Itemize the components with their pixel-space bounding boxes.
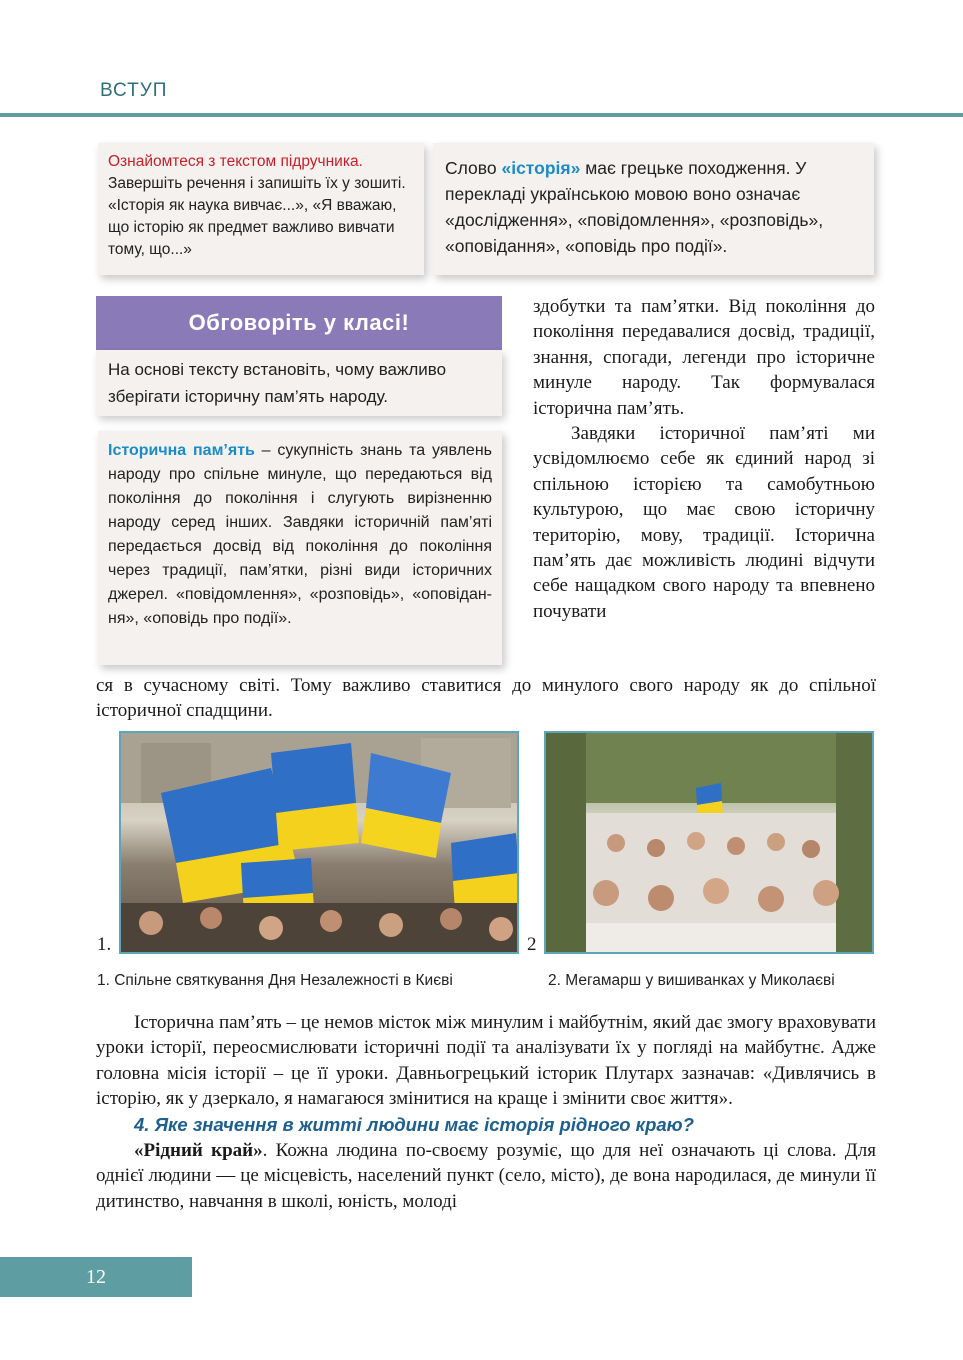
body-paragraph-3 — [96, 1138, 876, 1214]
photo-number-1: 1. — [97, 934, 112, 955]
definition-text: – сукупність знань та уявлень народу про спільне минуле, що передаються від покоління до покоління і слугують вирізненню народу серед інших. Завдяки історичній пам’яті передається досвід від покоління до покоління через традиції, пам’ятки, різні види історичних джерел. «повідомлення», «розповідь», «оповідання», «оповідь про події». — [108, 442, 492, 627]
section-label: ВСТУП — [100, 80, 168, 101]
header-rule — [0, 113, 963, 117]
continuation-paragraph: ся в сучасному світі. Тому важливо ставитися до минулого свого народу як до спільної історичної спадщини. — [96, 675, 876, 722]
native-land-term: «Рідний край» — [134, 1140, 263, 1162]
discuss-heading: Обговоріть у класі! — [96, 296, 502, 350]
discuss-text: На основі тексту встановіть, чому важливо зберігати історичну пам’ять народу. — [96, 350, 502, 416]
word-suffix: має грецьке походження. У перекладі українською мовою воно означає «дослідження», «повідомлення», «розповідь», «оповідання», «оповідь про події». — [445, 158, 824, 256]
task-card — [98, 143, 424, 275]
right-column-text — [533, 294, 875, 624]
word-prefix: Слово — [445, 158, 502, 178]
continuation-text — [96, 673, 876, 724]
right-paragraph-1: здобутки та пам’ятки. Від покоління до покоління передавалися досвід, традиції, знання, спогади, легенди про історичне минуле народу. Так формувалася історична пам’ять. — [533, 296, 875, 419]
page-number: 12 — [0, 1257, 192, 1297]
body-text — [96, 1010, 876, 1214]
question-heading: 4. Яке значення в житті людини має історія рідного краю? — [134, 1113, 694, 1135]
body-paragraph-1: Історична пам’ять – це немов місток між минулим і майбутнім, який дає змогу враховувати уроки історії, переосмислювати історичні події та аналізувати їх у погляді на майбутнє. Адже головна місія історії – це її уроки. Давньогрецький історик Плутарх зазначав: «Дивлячись в історію, як у дзеркало, я намагаюся змінитися на краще і змінити своє життя». — [96, 1012, 876, 1110]
photo-caption-2: 2. Мегамарш у вишиванках у Миколаєві — [548, 972, 835, 989]
definition-card — [98, 431, 502, 665]
photo-vyshyvanka-march — [544, 731, 874, 954]
photo-independence-day — [119, 731, 519, 954]
word-highlight: «історія» — [501, 158, 581, 178]
task-lead: Ознайомтеся з текстом підручника. — [108, 153, 363, 170]
photo-number-2: 2 — [527, 934, 537, 955]
word-origin-card — [433, 143, 874, 275]
photo-caption-1: 1. Спільне святкування Дня Незалежності в Києві — [97, 972, 453, 989]
task-body: Завершіть речення і запишіть їх у зошиті. «Історія як наука вивчає...», «Я вважаю, що історію як предмет важливо вивчати тому, що...» — [108, 175, 406, 258]
body-paragraph-3-text: . Кожна людина по-своєму розуміє, що для неї означають ці слова. Для однієї людини — це місцевість, населений пункт (село, місто), де вона народилася, де минули її дитинство, навчання в школі, юність, молоді — [96, 1140, 876, 1212]
right-paragraph-2: Завдяки історичної пам’яті ми усвідомлюємо себе як єдиний народ зі спільною історією та самобутньою культурою, що має свою історичну територію, мову, традиції. Історична пам’ять дає можливість людині відчути себе нащадком свого народу та впевнено почувати — [533, 423, 875, 622]
definition-term: Історична пам’ять — [108, 442, 255, 459]
